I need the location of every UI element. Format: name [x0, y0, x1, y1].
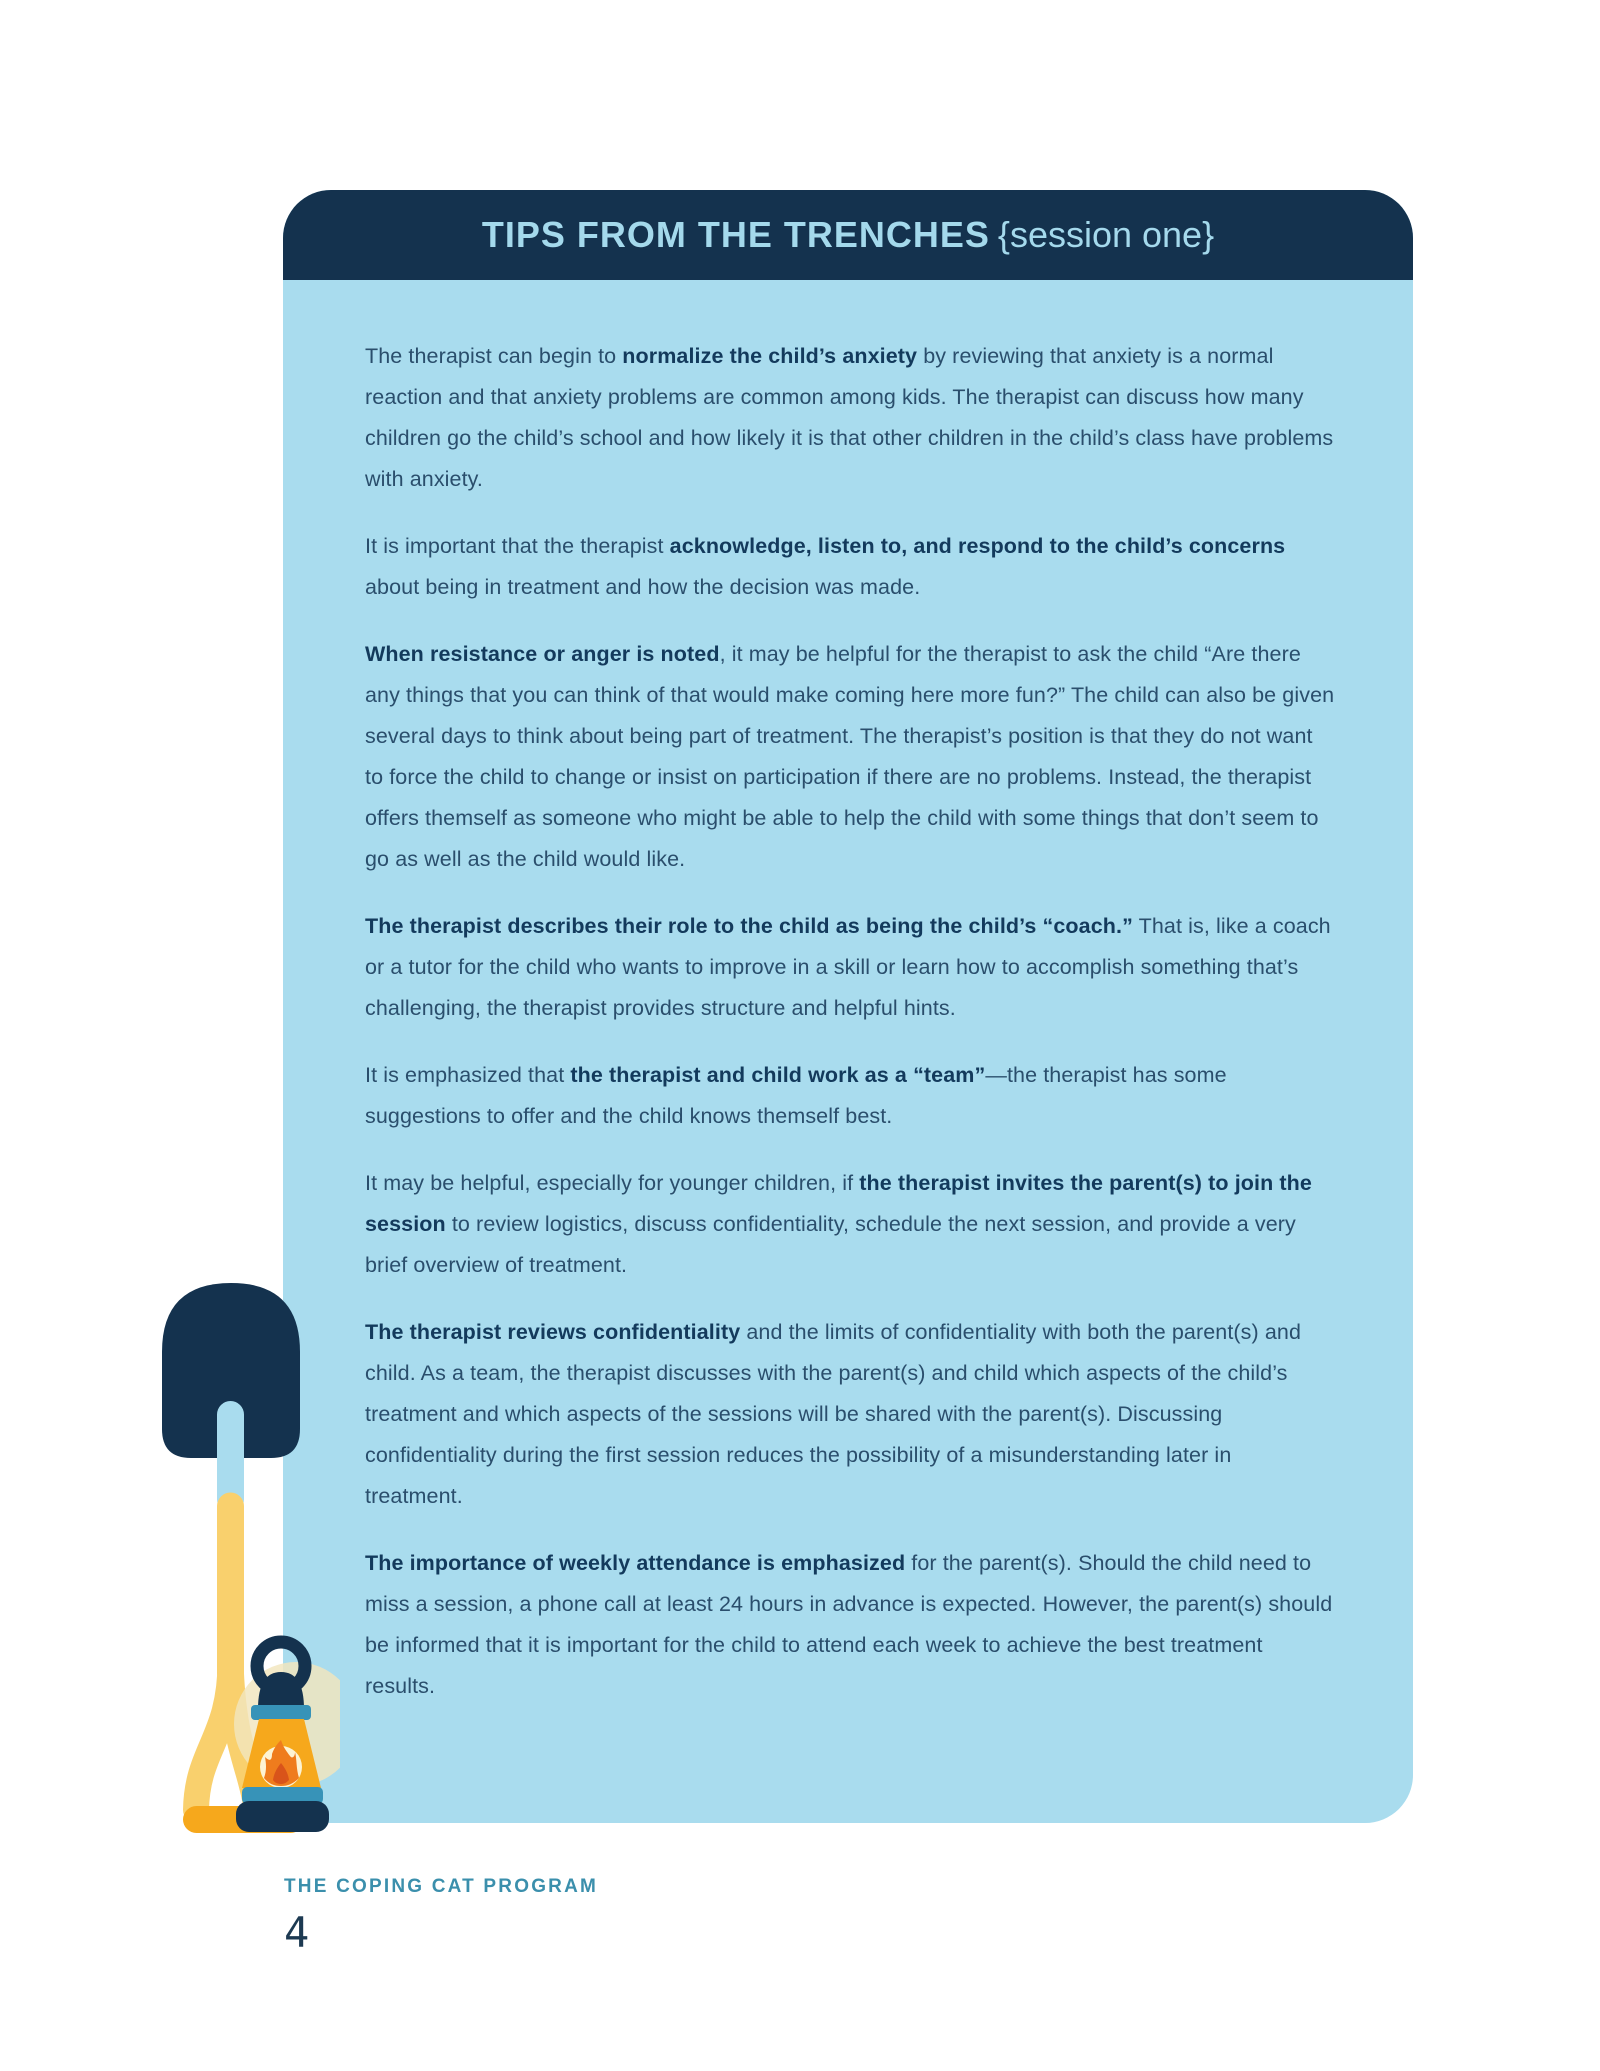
tips-panel [283, 190, 1413, 1823]
paragraph-text: and the limits of confidentiality with both the parent(s) and child. As a team, the therapist discusses with the parent(s) and child which aspects of the child’s treatment and which aspects of the sessions will be shared with the parent(s). Discussing confidentiality during the first session reduces the possibility of a misunderstanding later in treatment. [365, 1320, 1302, 1508]
paragraph-bold-text: acknowledge, listen to, and respond to the child’s concerns [669, 534, 1286, 558]
paragraph-text: It may be helpful, especially for younger children, if [365, 1171, 860, 1195]
paragraph-bold-text: the therapist invites the parent(s) to join the session [365, 1171, 1312, 1236]
paragraph-bold-text: normalize the child’s anxiety [622, 344, 918, 368]
panel-body [283, 280, 1413, 1707]
panel-header [283, 190, 1413, 280]
shovel-lantern-illustration [140, 1270, 340, 1845]
paragraph-text: The therapist can begin to [365, 344, 623, 368]
paragraph-text: —the therapist has some suggestions to offer and the child knows themself best. [365, 1063, 1227, 1128]
paragraph-text: by reviewing that anxiety is a normal reaction and that anxiety problems are common among kids. The therapist can discuss how many children go the child’s school and how likely it is that other children in the child’s class have problems with anxiety. [365, 344, 1334, 491]
paragraph [365, 1543, 1335, 1707]
panel-title [482, 214, 1214, 256]
paragraph-text: about being in treatment and how the decision was made. [365, 575, 921, 599]
paragraph [365, 1055, 1335, 1137]
footer-program-label: THE COPING CAT PROGRAM [284, 1876, 599, 1897]
paragraph-bold-text: the therapist and child work as a “team” [570, 1063, 986, 1087]
panel-title-main: TIPS FROM THE TRENCHES [481, 214, 990, 255]
paragraph-text: It is important that the therapist [365, 534, 670, 558]
paragraph-text: to review logistics, discuss confidentiality, schedule the next session, and provide a very brief overview of treatment. [365, 1212, 1296, 1277]
paragraph [365, 1163, 1335, 1286]
lantern-collar [251, 1705, 311, 1720]
paragraph [365, 336, 1335, 500]
paragraph-bold-text: When resistance or anger is noted [365, 642, 720, 666]
paragraph [365, 634, 1335, 880]
paragraph-text: , it may be helpful for the therapist to ask the child “Are there any things that you can think of that would make coming here more fun?” The child can also be given several days to think about being part of treatment. The therapist’s position is that they do not want to force the child to change or insist on participation if there are no problems. Instead, the therapist offers themself as someone who might be able to help the child with some things that don’t seem to go as well as the child would like. [365, 642, 1335, 871]
paragraph [365, 906, 1335, 1029]
panel-title-session: {session one} [997, 214, 1215, 255]
paragraph-bold-text: The importance of weekly attendance is emphasized [365, 1551, 906, 1575]
page-number: 4 [284, 1908, 310, 1957]
lantern-base [236, 1801, 329, 1832]
paragraph-bold-text: The therapist describes their role to the child as being the child’s “coach.” [365, 914, 1133, 938]
paragraph-text: for the parent(s). Should the child need to miss a session, a phone call at least 24 hours in advance is expected. However, the parent(s) should be informed that it is important for the child to attend each week to achieve the best treatment results. [365, 1551, 1333, 1698]
paragraph [365, 1312, 1335, 1517]
paragraph-text: That is, like a coach or a tutor for the child who wants to improve in a skill or learn how to accomplish something that’s challenging, the therapist provides structure and helpful hints. [365, 914, 1331, 1020]
paragraph-bold-text: The therapist reviews confidentiality [365, 1320, 741, 1344]
paragraph [365, 526, 1335, 608]
paragraph-text: It is emphasized that [365, 1063, 571, 1087]
